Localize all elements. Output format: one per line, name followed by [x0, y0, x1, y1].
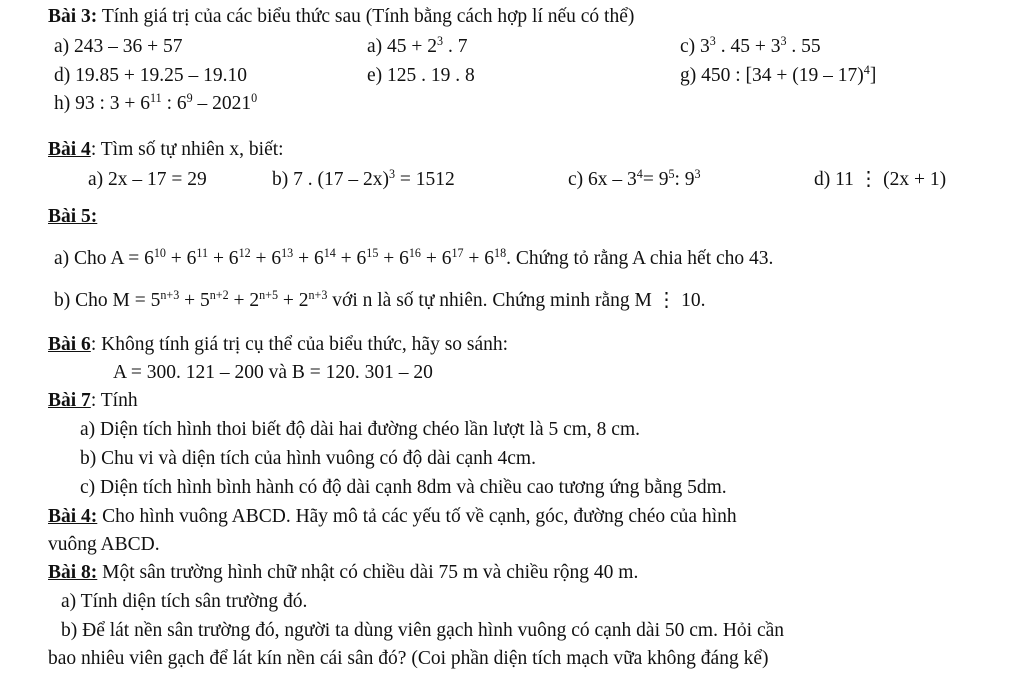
expression: 45 + 2 [387, 36, 438, 57]
expression: = 1512 [395, 169, 455, 190]
bai4b-heading [48, 505, 737, 529]
bai7-item-b [80, 447, 536, 471]
bai8-b2 [48, 647, 768, 671]
bai8-b1 [61, 619, 784, 643]
exponent: 5 [668, 167, 675, 182]
expression: b) Cho M = 5 [54, 290, 161, 311]
bai4b-label: Bài 4: [48, 506, 98, 527]
expression: a) 2x – 17 = 29 [88, 169, 207, 190]
bai4b-line2-row [48, 533, 160, 557]
expression: 19.85 + 19.25 – 19.10 [75, 65, 247, 86]
expression: + 6 [463, 248, 495, 269]
bai3-g [680, 64, 876, 88]
expression: + 6 [165, 248, 197, 269]
item-label: d) [54, 65, 76, 86]
bai3-d [54, 64, 247, 88]
list-item-text: a) Diện tích hình thoi biết độ dài hai đường chéo lần lượt là 5 cm, 8 cm. [80, 419, 641, 440]
bai4a-c [568, 168, 701, 192]
expression: : 6 [161, 93, 187, 114]
bai7-label: Bài 7 [48, 390, 91, 411]
bai3-a [54, 35, 183, 59]
bai3-c [680, 35, 821, 59]
bai5-a [54, 247, 773, 271]
exponent: 11 [150, 91, 162, 106]
expression: + 6 [250, 248, 282, 269]
bai3-label: Bài 3: [48, 6, 98, 27]
item-label: a) [54, 36, 75, 57]
expression: + 2 [228, 290, 260, 311]
exponent: n+5 [259, 288, 279, 303]
bai5-b [54, 289, 706, 313]
list-item-text: c) Diện tích hình bình hành có độ dài cạnh 8dm và chiều cao tương ứng bằng 5dm. [80, 477, 727, 498]
bai6-title: : Không tính giá trị cụ thể của biểu thức, hãy so sánh: [90, 334, 509, 355]
expression: . 45 + 3 [715, 36, 781, 57]
exponent: n+3 [160, 288, 180, 303]
bai3-title: Tính giá trị của các biểu thức sau (Tính bằng cách hợp lí nếu có thể) [97, 6, 635, 27]
bai4a-b [272, 168, 455, 192]
bai5-label: Bài 5: [48, 206, 98, 227]
bai4a-title: : Tìm số tự nhiên x, biết: [90, 139, 284, 160]
exponent: 4 [636, 167, 643, 182]
expression: A = 300. 121 – 200 và B = 120. 301 – 20 [113, 362, 433, 383]
expression: + 6 [293, 248, 324, 269]
bai3-heading [48, 5, 634, 29]
expression: b) 7 . (17 – 2x) [272, 169, 389, 190]
exponent: 17 [451, 246, 464, 261]
exponent: 3 [437, 34, 444, 49]
expression: . 7 [443, 36, 468, 57]
exponent: 13 [281, 246, 294, 261]
exponent: 18 [494, 246, 507, 261]
item-label: a) [367, 36, 388, 57]
expression: + 6 [335, 248, 367, 269]
expression: c) 6x – 3 [568, 169, 637, 190]
bai7-heading [48, 389, 138, 413]
bai4a-a [88, 168, 207, 192]
expression: a) Cho A = 6 [54, 248, 154, 269]
bai6-heading [48, 333, 508, 357]
exponent: 3 [780, 34, 787, 49]
exponent: 0 [251, 91, 258, 106]
exponent: n+3 [308, 288, 328, 303]
bai3-e [367, 64, 475, 88]
expression: ] [869, 65, 877, 86]
bai8-label: Bài 8: [48, 562, 98, 583]
exponent: 11 [196, 246, 209, 261]
exponent: 3 [388, 167, 396, 182]
bai7-title: : Tính [90, 390, 138, 411]
expression: 450 : [34 + (19 – 17) [701, 65, 864, 86]
expression: + 6 [208, 248, 239, 269]
expression: – 2021 [192, 93, 252, 114]
expression: : 9 [674, 169, 695, 190]
exponent: 3 [709, 34, 716, 49]
expression: + 6 [420, 248, 452, 269]
exponent: 3 [694, 167, 701, 182]
exponent: 4 [863, 63, 870, 78]
expression: với n là số tự nhiên. Chứng minh rằng M ⋮ 10. [327, 290, 706, 311]
item-label: e) [367, 65, 388, 86]
item-label: c) [680, 36, 701, 57]
expression: + 2 [278, 290, 309, 311]
exponent: 15 [366, 246, 379, 261]
bai8-heading [48, 561, 638, 585]
expression: . 55 [786, 36, 821, 57]
bai8-title: Một sân trường hình chữ nhật có chiều dài 75 m và chiều rộng 40 m. [97, 562, 639, 583]
expression: 93 : 3 + 6 [75, 93, 151, 114]
bai8-a [61, 590, 307, 614]
expression: 243 – 36 + 57 [74, 36, 183, 57]
bai4a-d [814, 168, 946, 192]
list-item-text: a) Tính diện tích sân trường đó. [61, 591, 308, 612]
exponent: 9 [186, 91, 193, 106]
bai6-expr [113, 361, 433, 385]
bai4a-label: Bài 4 [48, 139, 91, 160]
list-item-text: b) Chu vi và diện tích của hình vuông có độ dài cạnh 4cm. [80, 448, 536, 469]
list-item-text: bao nhiêu viên gạch để lát kín nền cái sân đó? (Coi phần diện tích mạch vữa không đáng kể) [48, 648, 769, 669]
bai7-item-c [80, 476, 727, 500]
bai4a-heading [48, 138, 284, 162]
bai3-h [54, 92, 257, 116]
expression: = 9 [642, 169, 669, 190]
exponent: n+2 [209, 288, 229, 303]
bai5-heading [48, 205, 97, 229]
exponent: 12 [238, 246, 251, 261]
bai7-item-a [80, 418, 640, 442]
exponent: 16 [408, 246, 421, 261]
item-label: h) [54, 93, 76, 114]
list-item-text: b) Để lát nền sân trường đó, người ta dùng viên gạch hình vuông có cạnh dài 50 cm. Hỏi cần [61, 620, 785, 641]
bai6-label: Bài 6 [48, 334, 91, 355]
exponent: 10 [153, 246, 166, 261]
bai3-a2 [367, 35, 467, 59]
expression: d) 11 ⋮ (2x + 1) [814, 169, 947, 190]
bai4b-line1: Cho hình vuông ABCD. Hãy mô tả các yếu tố về cạnh, góc, đường chéo của hình [97, 506, 737, 527]
bai4b-line2: vuông ABCD. [48, 534, 160, 555]
item-label: g) [680, 65, 702, 86]
expression: + 5 [179, 290, 210, 311]
exponent: 14 [323, 246, 336, 261]
expression: 125 . 19 . 8 [387, 65, 475, 86]
expression: + 6 [378, 248, 409, 269]
expression: 3 [700, 36, 710, 57]
expression: . Chứng tỏ rằng A chia hết cho 43. [506, 248, 774, 269]
